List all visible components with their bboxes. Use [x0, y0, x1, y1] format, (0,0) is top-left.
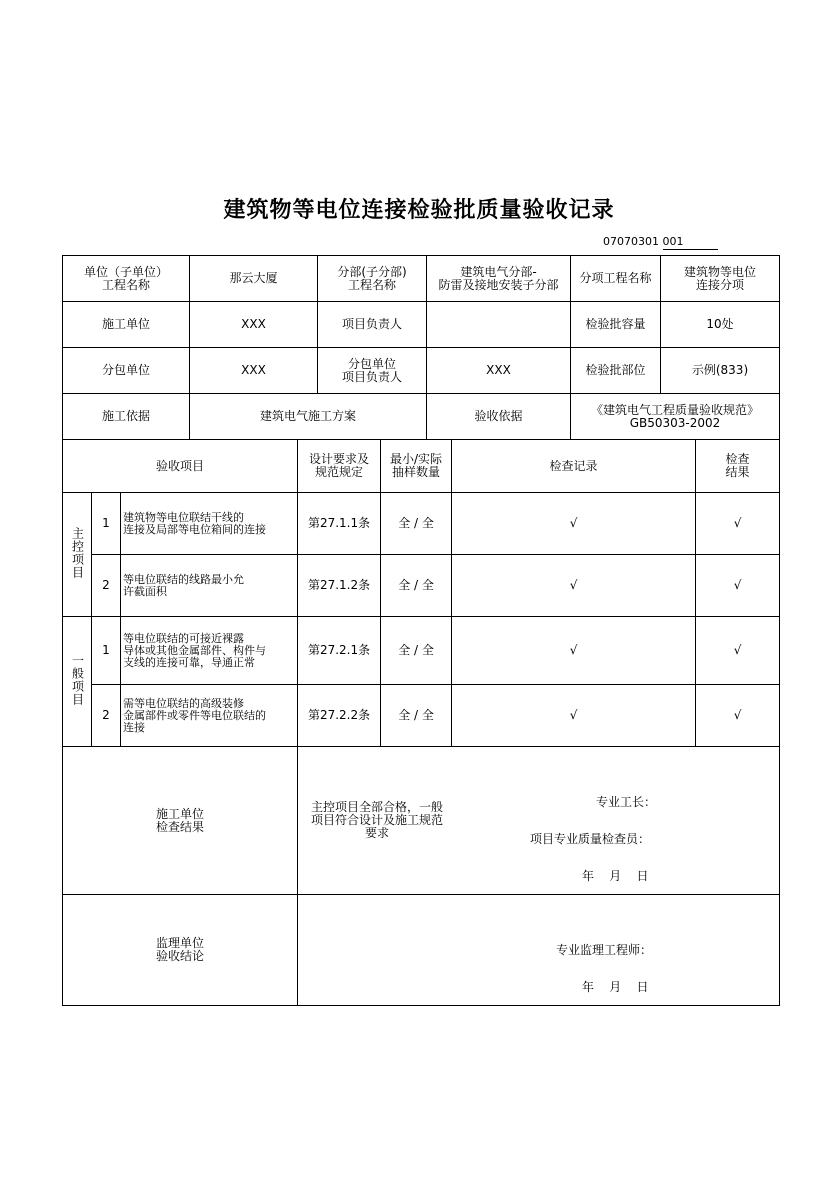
item-sample: 全 / 全 — [381, 685, 452, 747]
item-clause: 第27.1.2条 — [298, 555, 381, 617]
supervising-engineer-label: 专业监理工程师： — [556, 943, 653, 957]
sub-lead-value: XXX — [427, 348, 571, 394]
col-record-header: 检查记录 — [452, 440, 696, 493]
item-description: 等电位联结的线路最小允 许截面积 — [121, 555, 298, 617]
contractor-value: XXX — [190, 302, 318, 348]
record-code-suffix: 001 — [663, 235, 690, 250]
foreman-label: 专业工长： — [596, 795, 657, 809]
col-sample-header: 最小/实际 抽样数量 — [381, 440, 452, 493]
quality-inspector-label: 项目专业质量检查员： — [530, 832, 651, 846]
subcontractor-label: 分包单位 — [63, 348, 190, 394]
item-clause: 第27.2.2条 — [298, 685, 381, 747]
subitem-label: 分项工程名称 — [571, 256, 661, 302]
item-record-check: √ — [452, 617, 696, 685]
subcontractor-value: XXX — [190, 348, 318, 394]
project-lead-value — [427, 302, 571, 348]
page-title: 建筑物等电位连接检验批质量验收记录 — [223, 197, 615, 223]
item-sample: 全 / 全 — [381, 555, 452, 617]
unit-label: 单位（子单位） 工程名称 — [63, 256, 190, 302]
item-number: 2 — [92, 685, 121, 747]
item-record-check: √ — [452, 555, 696, 617]
contractor-check-label: 施工单位 检查结果 — [63, 747, 298, 895]
contractor-date: 年 月 日 — [582, 869, 649, 883]
unit-value: 那云大厦 — [190, 256, 318, 302]
item-result-check: √ — [696, 685, 780, 747]
col-design-header: 设计要求及 规范规定 — [298, 440, 381, 493]
table-row — [63, 617, 780, 685]
batch-part-label: 检验批部位 — [571, 348, 661, 394]
basis-value: 建筑电气施工方案 — [190, 394, 427, 440]
table-row — [63, 555, 780, 617]
batch-capacity-label: 检验批容量 — [571, 302, 661, 348]
item-result-check: √ — [696, 617, 780, 685]
main-group-label: 主控项目 — [63, 493, 92, 617]
item-record-check: √ — [452, 493, 696, 555]
item-description: 建筑物等电位联结干线的 连接及局部等电位箱间的连接 — [121, 493, 298, 555]
batch-capacity-value: 10处 — [661, 302, 780, 348]
acceptance-basis-label: 验收依据 — [427, 394, 571, 440]
header-table — [62, 255, 780, 440]
supervisor-date: 年 月 日 — [582, 980, 649, 994]
item-result-check: √ — [696, 493, 780, 555]
item-result-check: √ — [696, 555, 780, 617]
basis-label: 施工依据 — [63, 394, 190, 440]
division-value: 建筑电气分部- 防雷及接地安装子分部 — [427, 256, 571, 302]
general-group-label: 一般项目 — [63, 617, 92, 747]
table-row — [63, 493, 780, 555]
item-record-check: √ — [452, 685, 696, 747]
item-clause: 第27.2.1条 — [298, 617, 381, 685]
batch-part-value: 示例(833) — [661, 348, 780, 394]
col-result-header: 检查 结果 — [696, 440, 780, 493]
record-code-underline — [686, 237, 718, 250]
item-sample: 全 / 全 — [381, 617, 452, 685]
sub-lead-label: 分包单位 项目负责人 — [318, 348, 427, 394]
supervisor-check-label: 监理单位 验收结论 — [63, 895, 298, 1006]
supervisor-check-body — [298, 895, 780, 1006]
table-row — [63, 685, 780, 747]
contractor-conclusion: 主控项目全部合格，一般 项目符合设计及施工规范 要求 — [311, 800, 444, 840]
item-sample: 全 / 全 — [381, 493, 452, 555]
contractor-check-body — [298, 747, 780, 895]
project-lead-label: 项目负责人 — [318, 302, 427, 348]
record-code-number: 07070301 — [603, 235, 659, 248]
acceptance-basis-value: 《建筑电气工程质量验收规范》 GB50303-2002 — [571, 394, 780, 440]
item-number: 1 — [92, 493, 121, 555]
col-item-header: 验收项目 — [63, 440, 298, 493]
item-clause: 第27.1.1条 — [298, 493, 381, 555]
items-table — [62, 439, 780, 1006]
subitem-value: 建筑物等电位 连接分项 — [661, 256, 780, 302]
contractor-label: 施工单位 — [63, 302, 190, 348]
item-description: 需等电位联结的高级装修 金属部件或零件等电位联结的 连接 — [121, 685, 298, 747]
item-number: 2 — [92, 555, 121, 617]
record-code — [603, 235, 718, 250]
item-number: 1 — [92, 617, 121, 685]
item-description: 等电位联结的可接近裸露 导体或其他金属部件、构件与 支线的连接可靠，导通正常 — [121, 617, 298, 685]
division-label: 分部(子分部) 工程名称 — [318, 256, 427, 302]
